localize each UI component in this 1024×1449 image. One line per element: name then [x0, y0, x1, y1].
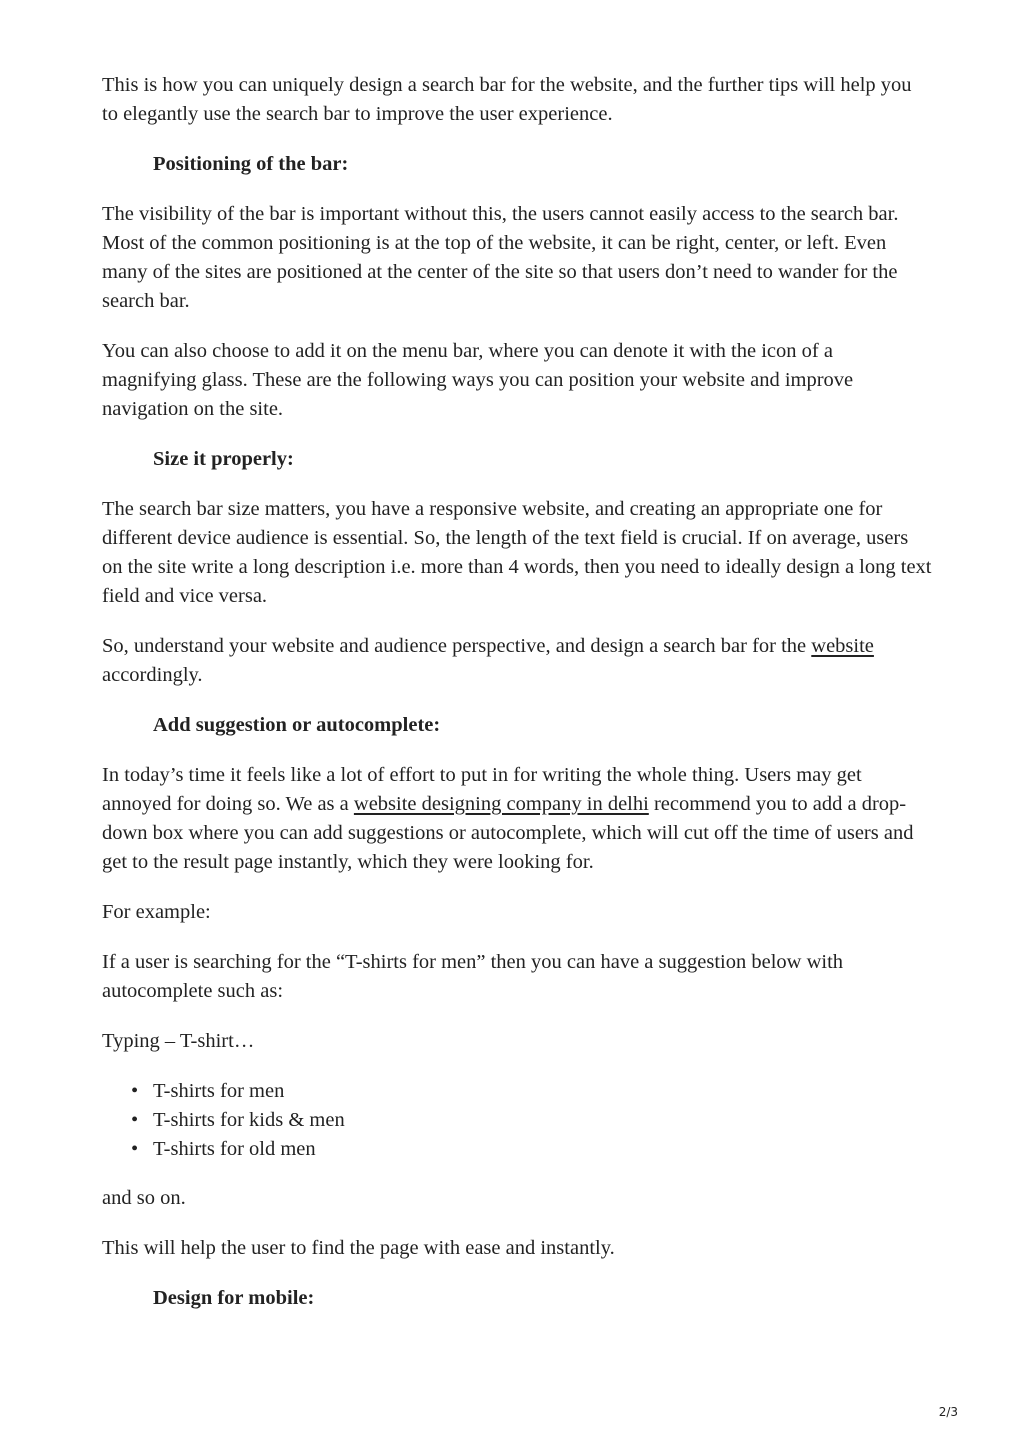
typing-example-paragraph: Typing – T-shirt…: [102, 1030, 255, 1052]
bullet-icon: •: [131, 1138, 139, 1160]
heading-mobile: Design for mobile:: [153, 1287, 315, 1309]
size-paragraph-2-text-after: accordingly.: [102, 664, 203, 686]
list-item: [131, 1135, 932, 1164]
autocomplete-paragraph-1-text-before: In today’s time it feels like a lot of effort to put in for writing the whole thing. Users may get annoyed for doing so. We as a: [102, 764, 862, 815]
website-link[interactable]: website: [811, 635, 874, 657]
heading-positioning: Positioning of the bar:: [153, 153, 349, 175]
page-number: 2/3: [938, 1405, 958, 1419]
autocomplete-paragraph-1-text-after: recommend you to add a drop-down box where you can add suggestions or autocomplete, which will cut off the time of users and get to the result page instantly, which they were looking for.: [102, 793, 914, 873]
suggestion-list: [102, 1077, 932, 1164]
size-paragraph-1: The search bar size matters, you have a responsive website, and creating an appropriate one for different device audience is essential. So, the length of the text field is crucial. If on average, users on the site write a long description i.e. more than 4 words, then you need to ideally design a long text field and vice versa.: [102, 498, 932, 607]
for-example-paragraph: For example:: [102, 901, 211, 923]
size-paragraph-2: [102, 632, 932, 690]
list-item: [131, 1077, 932, 1106]
positioning-paragraph-2: You can also choose to add it on the menu bar, where you can denote it with the icon of a magnifying glass. These are the following ways you can position your website and improve navigation on the site.: [102, 340, 854, 420]
size-paragraph-2-text-before: So, understand your website and audience perspective, and design a search bar for the: [102, 635, 812, 657]
intro-paragraph: This is how you can uniquely design a search bar for the website, and the further tips will help you to elegantly use the search bar to improve the user experience.: [102, 74, 912, 125]
search-example-paragraph: If a user is searching for the “T-shirts for men” then you can have a suggestion below with autocomplete such as:: [102, 951, 844, 1002]
list-item: [131, 1106, 932, 1135]
autocomplete-paragraph-1: [102, 761, 932, 877]
list-item-text: T-shirts for old men: [153, 1138, 316, 1160]
document-page: [102, 71, 932, 1334]
positioning-paragraph-1: The visibility of the bar is important without this, the users cannot easily access to the search bar. Most of the common positioning is at the top of the website, it can be right, center, or left. Even many of the sites are positioned at the center of the site so that users don’t need to wander for the search bar.: [102, 203, 899, 312]
website-designing-company-link[interactable]: website designing company in delhi: [353, 793, 649, 815]
heading-autocomplete: Add suggestion or autocomplete:: [153, 714, 441, 736]
bullet-icon: •: [131, 1109, 139, 1131]
help-user-paragraph: This will help the user to find the page with ease and instantly.: [102, 1237, 615, 1259]
bullet-icon: •: [131, 1080, 139, 1102]
list-item-text: T-shirts for men: [153, 1080, 285, 1102]
list-item-text: T-shirts for kids & men: [153, 1109, 345, 1131]
and-so-on-paragraph: and so on.: [102, 1187, 186, 1209]
heading-size: Size it properly:: [153, 448, 294, 470]
